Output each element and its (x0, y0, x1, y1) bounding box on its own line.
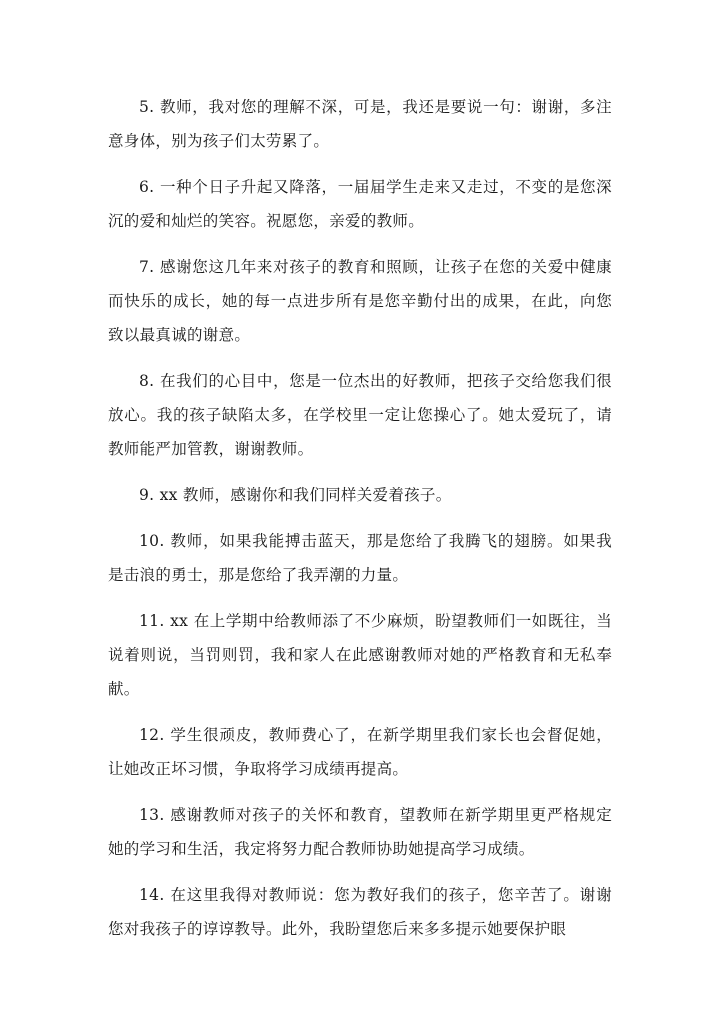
paragraph-5: 5. 教师，我对您的理解不深，可是，我还是要说一句：谢谢，多注意身体，别为孩子们太劳累了。 (108, 98, 612, 150)
paragraph-7: 7. 感谢您这几年来对孩子的教育和照顾，让孩子在您的关爱中健康而快乐的成长，她的每一点进步所有是您辛勤付出的成果，在此，向您致以最真诚的谢意。 (108, 258, 612, 344)
paragraph-11: 11. xx 在上学期中给教师添了不少麻烦，盼望教师们一如既往，当说着则说，当罚则罚，我和家人在此感谢教师对她的严格教育和无私奉献。 (108, 612, 612, 698)
paragraph-12: 12. 学生很顽皮，教师费心了，在新学期里我们家长也会督促她，让她改正坏习惯，争取将学习成绩再提高。 (108, 726, 612, 778)
paragraph-8: 8. 在我们的心目中，您是一位杰出的好教师，把孩子交给您我们很放心。我的孩子缺陷太多，在学校里一定让您操心了。她太爱玩了，请教师能严加管教，谢谢教师。 (108, 372, 612, 458)
paragraph-9: 9. xx 教师，感谢你和我们同样关爱着孩子。 (139, 486, 452, 504)
paragraph-10: 10. 教师，如果我能搏击蓝天，那是您给了我腾飞的翅膀。如果我是击浪的勇士，那是您给了我弄潮的力量。 (108, 532, 612, 584)
paragraph-13: 13. 感谢教师对孩子的关怀和教育，望教师在新学期里更严格规定她的学习和生活，我定将努力配合教师协助她提高学习成绩。 (108, 806, 612, 858)
paragraph-6: 6. 一种个日子升起又降落，一届届学生走来又走过，不变的是您深沉的爱和灿烂的笑容。祝愿您，亲爱的教师。 (108, 178, 612, 230)
paragraph-14: 14. 在这里我得对教师说：您为教好我们的孩子，您辛苦了。谢谢您对我孩子的谆谆教导。此外，我盼望您后来多多提示她要保护眼 (108, 886, 612, 938)
document-body (108, 90, 612, 958)
